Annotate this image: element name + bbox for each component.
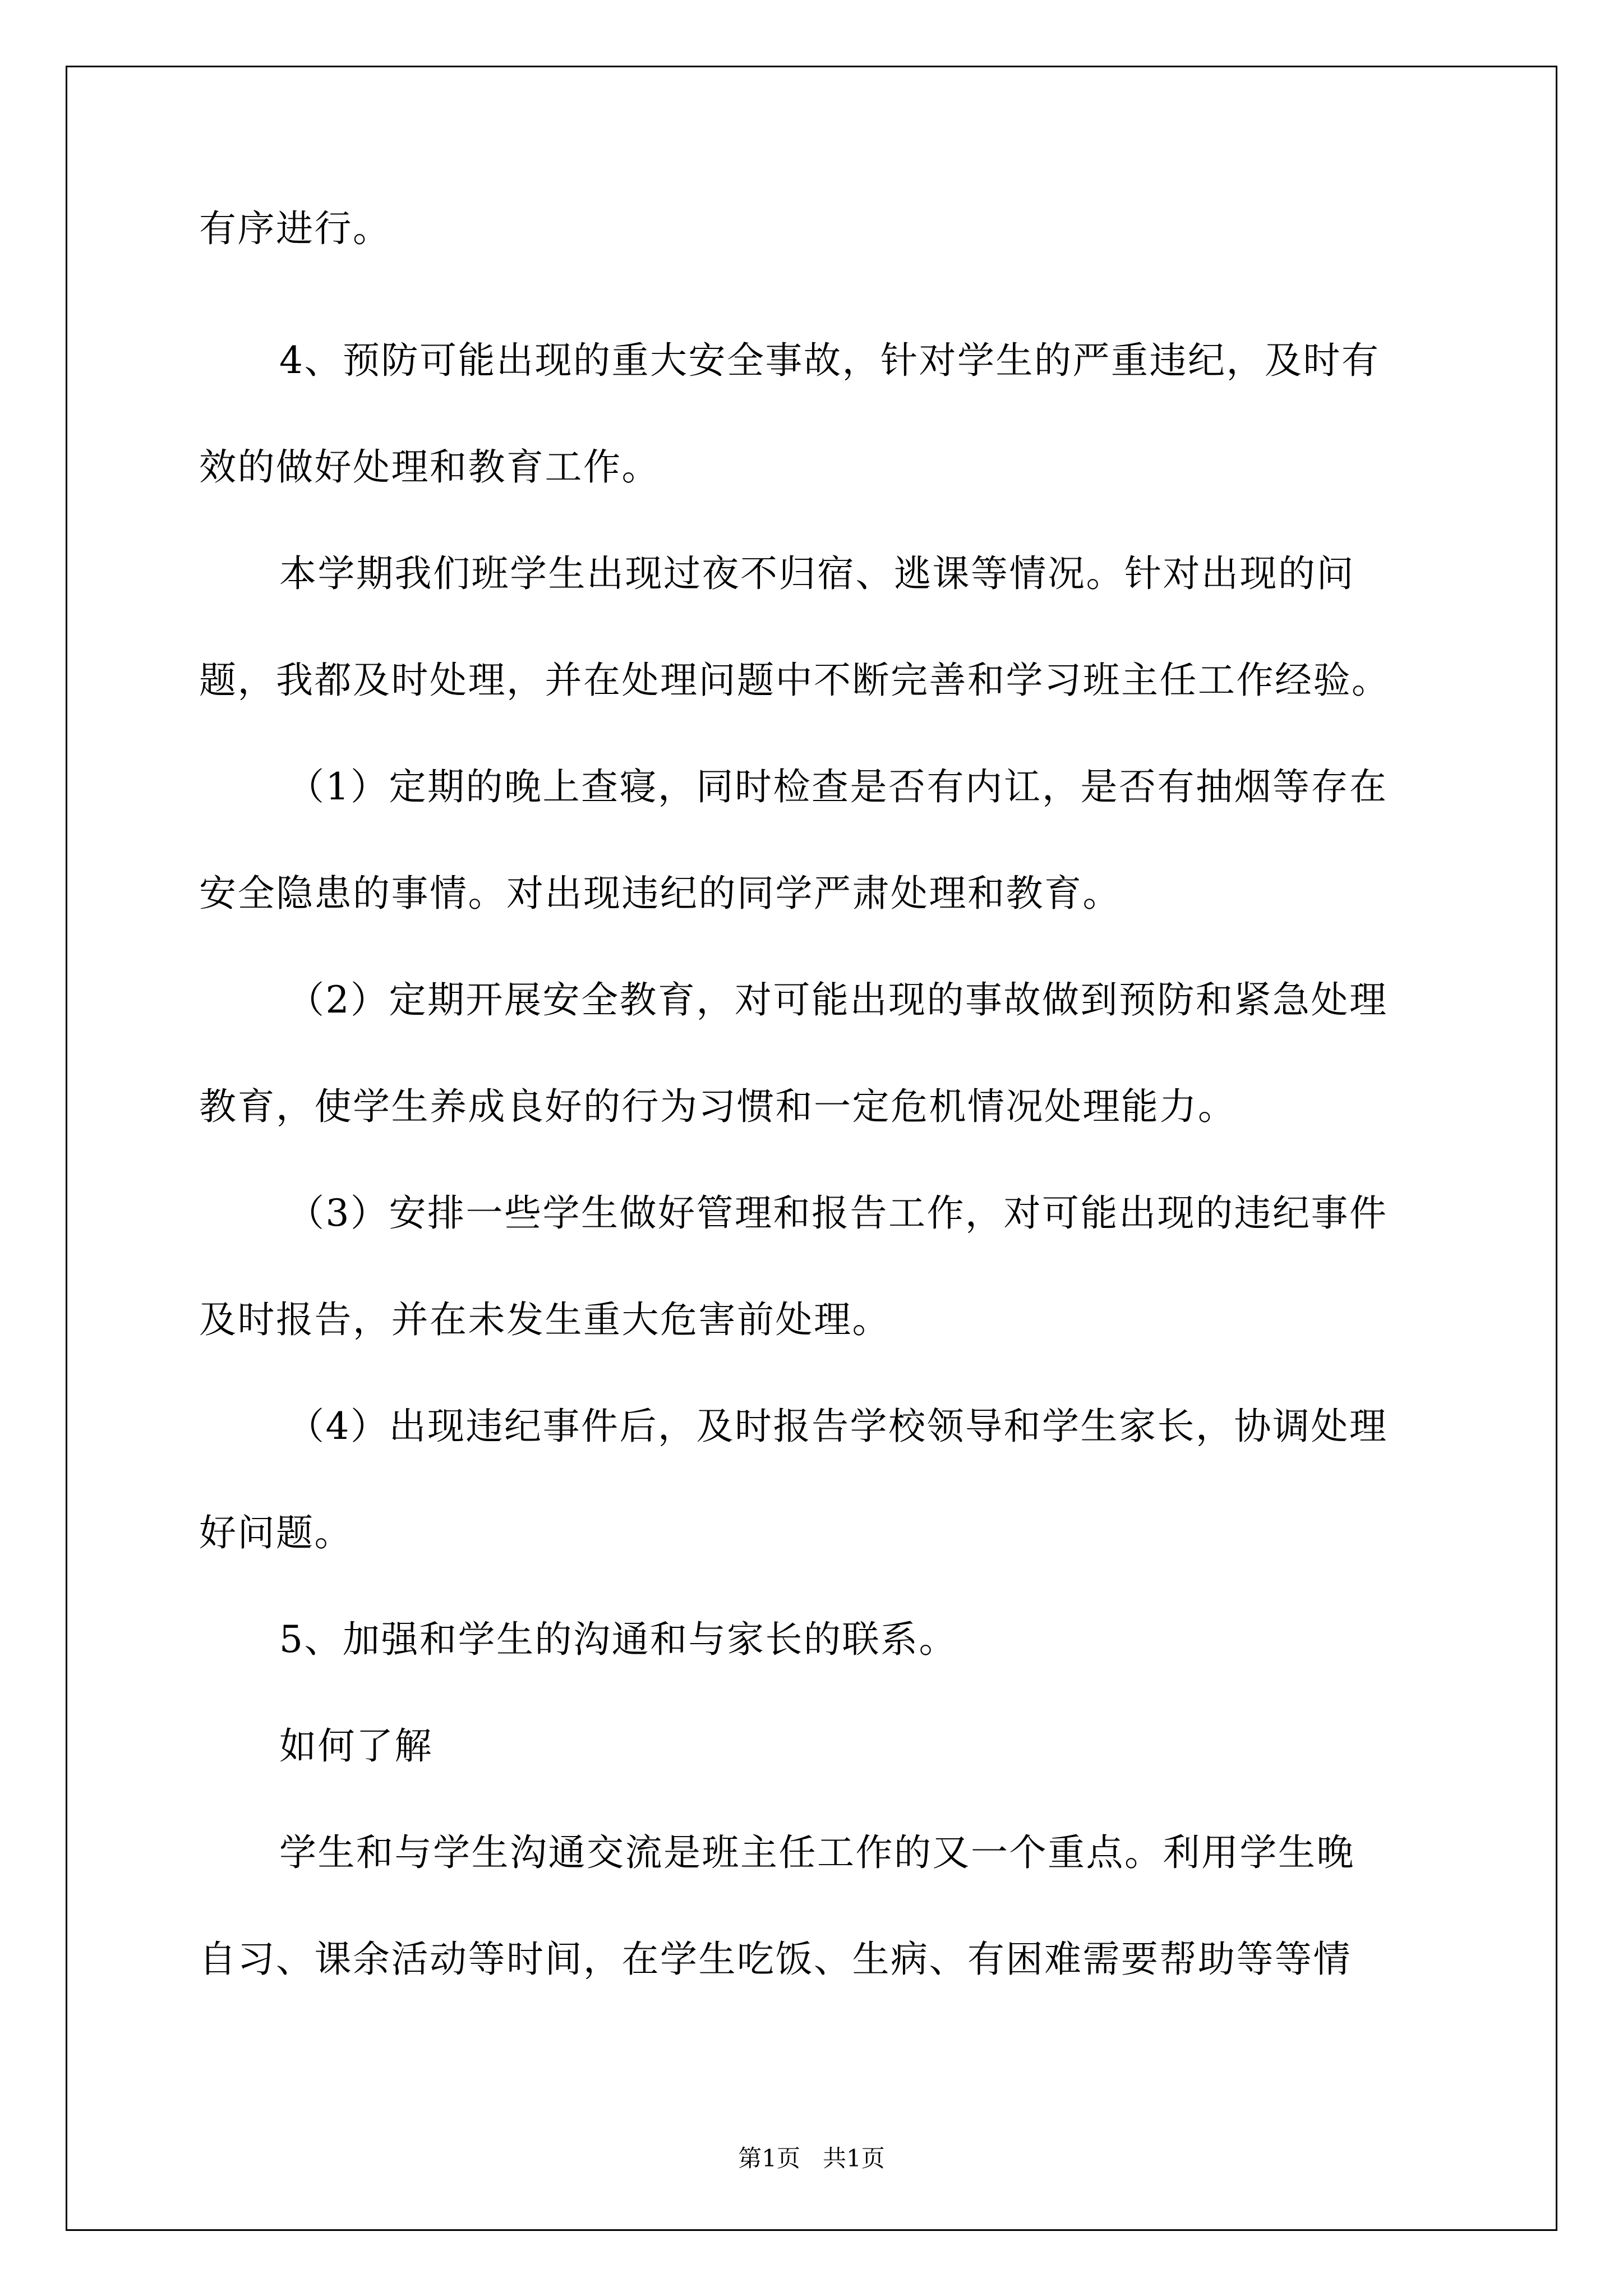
page-border bbox=[66, 66, 1557, 2231]
text-line: 题，我都及时处理，并在处理问题中不断完善和学习班主任工作经验。 bbox=[199, 659, 1390, 702]
text-line: （4）出现违纪事件后，及时报告学校领导和学生家长，协调处理 bbox=[287, 1405, 1388, 1448]
page-number-footer: 第1页 共1页 bbox=[738, 2145, 885, 2172]
text-line: 5、加强和学生的沟通和与家长的联系。 bbox=[279, 1618, 957, 1661]
text-line: 好问题。 bbox=[199, 1511, 353, 1554]
text-line: 自习、课余活动等时间，在学生吃饭、生病、有困难需要帮助等等情 bbox=[199, 1938, 1352, 1981]
text-line: （2）定期开展安全教育，对可能出现的事故做到预防和紧急处理 bbox=[287, 978, 1388, 1022]
text-line: 及时报告，并在未发生重大危害前处理。 bbox=[199, 1298, 891, 1341]
text-line: 教育，使学生养成良好的行为习惯和一定危机情况处理能力。 bbox=[199, 1085, 1237, 1128]
text-line: 学生和与学生沟通交流是班主任工作的又一个重点。利用学生晚 bbox=[279, 1831, 1355, 1874]
text-line: 本学期我们班学生出现过夜不归宿、逃课等情况。针对出现的问 bbox=[279, 552, 1355, 595]
text-line: （1）定期的晚上查寝，同时检查是否有内讧，是否有抽烟等存在 bbox=[287, 765, 1388, 808]
text-line: 如何了解 bbox=[279, 1724, 433, 1768]
text-line: 安全隐患的事情。对出现违纪的同学严肃处理和教育。 bbox=[199, 872, 1121, 915]
text-line: （3）安排一些学生做好管理和报告工作，对可能出现的违纪事件 bbox=[287, 1191, 1388, 1235]
text-line: 有序进行。 bbox=[199, 207, 391, 250]
text-line: 效的做好处理和教育工作。 bbox=[199, 445, 660, 489]
text-line: 4、预防可能出现的重大安全事故，针对学生的严重违纪，及时有 bbox=[279, 339, 1380, 382]
